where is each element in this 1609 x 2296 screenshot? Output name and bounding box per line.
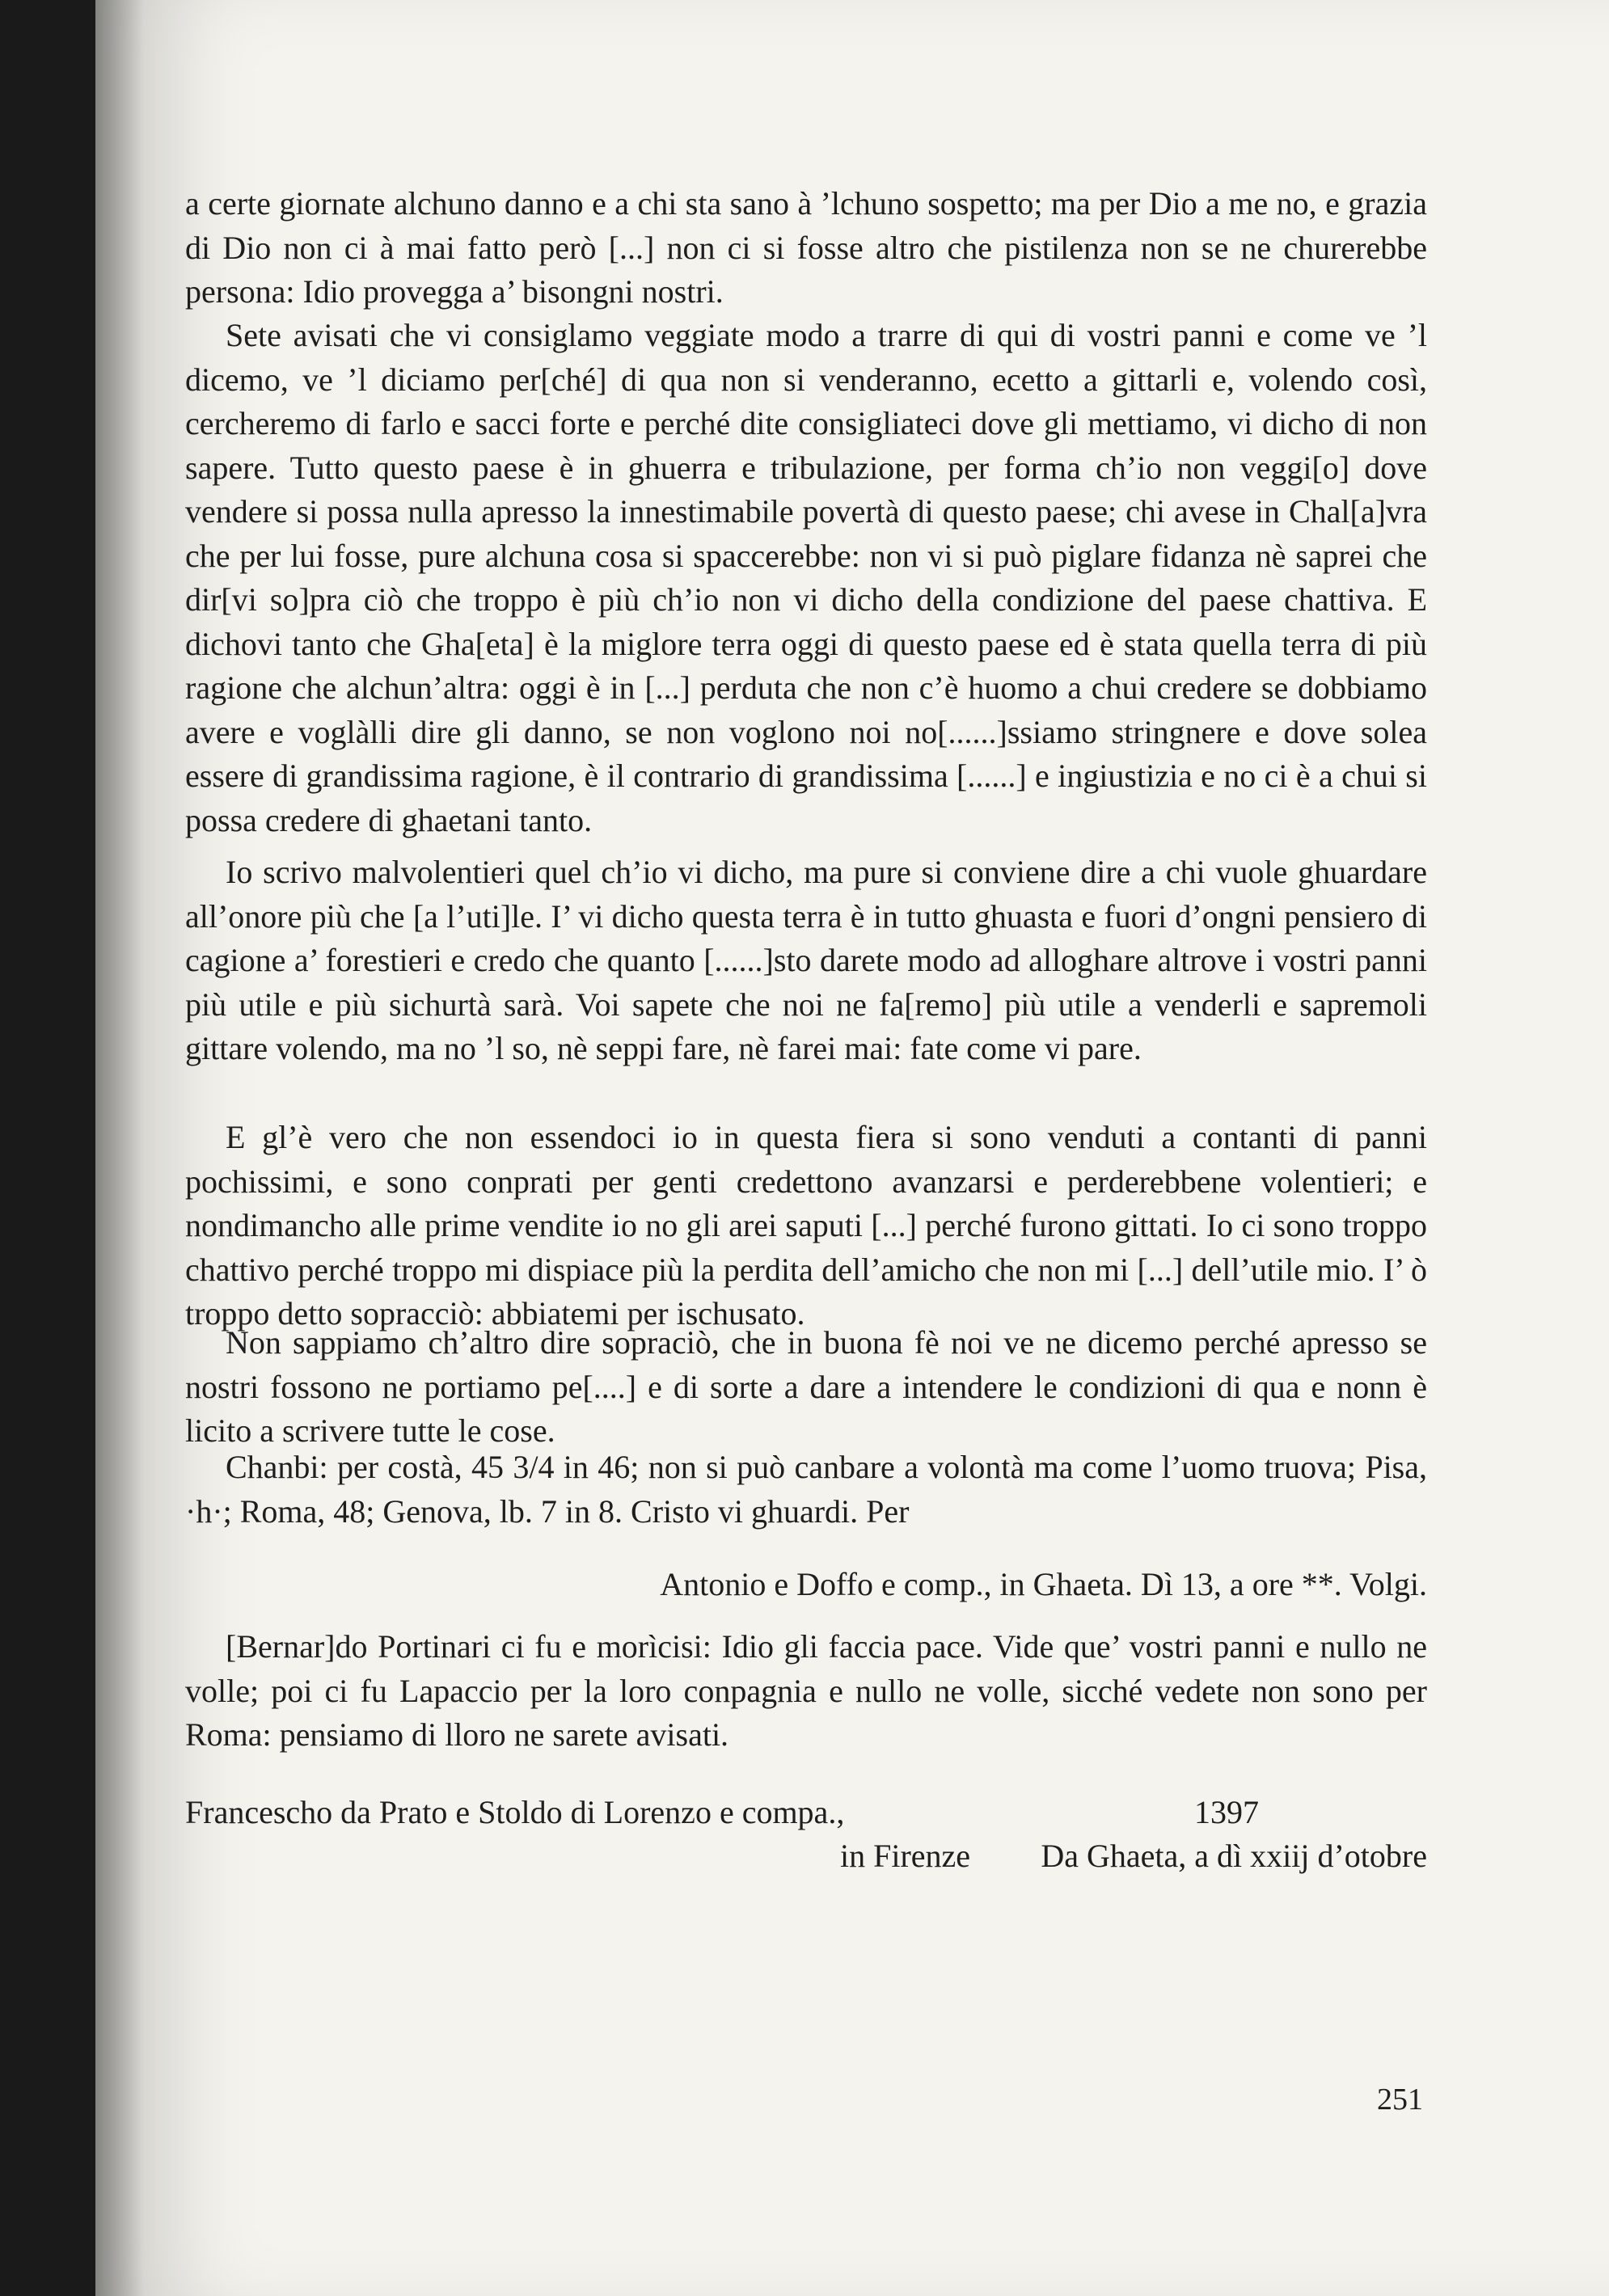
- address-date: Da Ghaeta, a dì xxiij d’otobre: [1041, 1838, 1427, 1874]
- address-recipient: Francescho da Prato e Stoldo di Lorenzo e compa.,: [185, 1794, 845, 1830]
- spine-shadow: [95, 0, 144, 2296]
- address-place: in Firenze: [840, 1838, 971, 1874]
- paragraph-3: Io scrivo malvolentieri quel ch’io vi dicho, ma pure si conviene dire a chi vuole ghuardare all’onore più che [a l’uti]le. I’ vi dicho questa terra è in tutto ghuasta e fuori d’ongni pensiero di cagione a’ forestieri e credo che quanto [......]sto darete modo ad alloghare altrove i vostri panni più utile e più sichurtà sarà. Voi sapete che noi ne fa[remo] più utile a venderli e sapremoli gittare volendo, ma no ’l so, nè seppi fare, nè farei mai: fate come vi pare.: [185, 854, 1427, 1066]
- paragraph-6: Chanbi: per costà, 45 3/4 in 46; non si può canbare a volontà ma come l’uomo truova; Pisa, ·h·; Roma, 48; Genova, lb. 7 in 8. Cristo vi ghuardi. Per: [185, 1449, 1427, 1530]
- paragraph-1: a certe giornate alchuno danno e a chi sta sano à ’lchuno sospetto; ma per Dio a me no, e grazia di Dio non ci à mai fatto però [...] non ci si fosse altro che pistilenza non se ne churerebbe persona: Idio provegga a’ bisongni nostri.: [185, 185, 1427, 310]
- address-year: 1397: [1194, 1794, 1259, 1830]
- page-number: 251: [1377, 2083, 1423, 2117]
- paragraph-5: Non sappiamo ch’altro dire sopraciò, che in buona fè noi ve ne dicemo perché apresso se nostri fossono ne portiamo pe[....] e di sorte a dare a intendere le condizioni di qua e nonn è licito a scrivere tutte le cose.: [185, 1324, 1427, 1449]
- paragraph-2: Sete avisati che vi consiglamo veggiate modo a trarre di qui di vostri panni e come ve ’l dicemo, ve ’l diciamo per[ché] di qua non si venderanno, ecetto a gittarli e, volendo così, cercheremo di farlo e sacci forte e perché dite consigliateci dove gli mettiamo, vi dicho di non sapere. Tutto questo paese è in ghuerra e tribulazione, per forma ch’io non veggi[o] dove vendere si possa nulla apresso la innestimabile povertà di questo paese; chi avese in Chal[a]vra che per lui fosse, pure alchuna cosa si spaccerebbe: non vi si può piglare fidanza nè saprei che dir[vi so]pra ciò che troppo è più ch’io non vi dicho della condizione del paese chattiva. E dichovi tanto che Gha[eta] è la miglore terra oggi di questo paese ed è stata quella terra di più ragione che alchun’altra: oggi è in [...] perduta che non c’è huomo a chui credere se dobbiamo avere e voglàlli dire gli danno, se non voglono noi no[......]ssiamo stringnere e dove solea essere di grandissima ragione, è il contrario di grandissima [......] e ingiustizia e no ci è a chui si possa credere di ghaetani tanto.: [185, 317, 1427, 838]
- paragraph-4: E gl’è vero che non essendoci io in questa fiera si sono venduti a contanti di panni pochissimi, e sono conprati per genti credettono avanzarsi e perderebbene volentieri; e nondimancho alle prime vendite io no gli arei saputi [...] perché furono gittati. Io ci sono troppo chattivo perché troppo mi dispiace più la perdita dell’amicho che non mi [...] dell’utile mio. I’ ò troppo detto sopracciò: abbiatemi per ischusato.: [185, 1119, 1427, 1332]
- book-page: [95, 0, 1609, 2296]
- paragraph-7: [Bernar]do Portinari ci fu e morìcisi: Idio gli faccia pace. Vide que’ vostri panni e nullo ne volle; poi ci fu Lapaccio per la loro conpagnia e nullo ne volle, sicché vedete non sono per Roma: pensiamo di lloro ne sarete avisati.: [185, 1628, 1427, 1753]
- signature: Antonio e Doffo e comp., in Ghaeta. Dì 13, a ore **. Volgi.: [660, 1566, 1427, 1602]
